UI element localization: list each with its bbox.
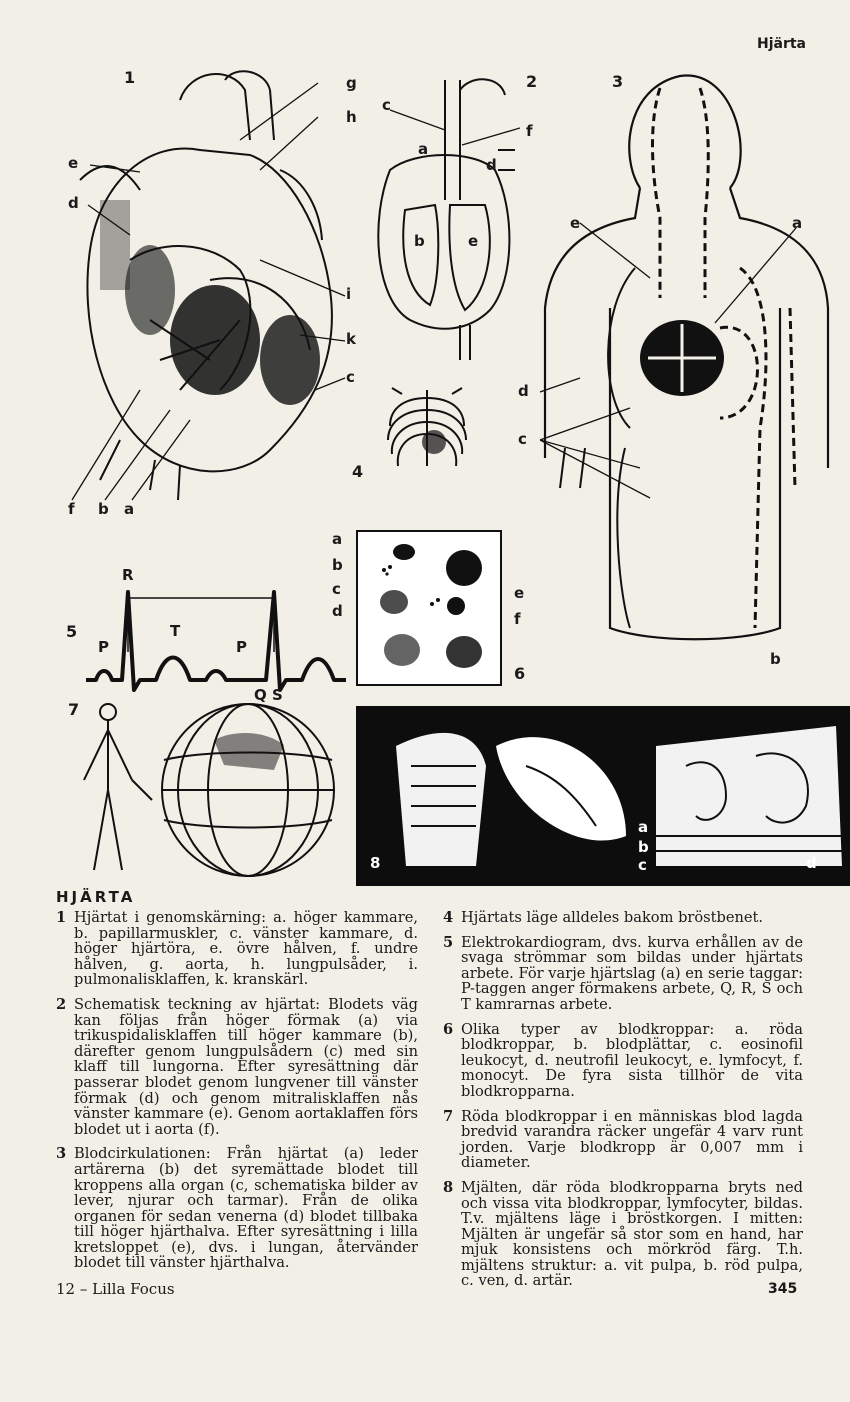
fig6-label-a: a [332, 530, 343, 548]
fig1-label-d: d [68, 194, 79, 212]
caption-entry-3 [56, 1146, 418, 1271]
fig2-label-b: b [414, 232, 425, 250]
caption-entry-8 [443, 1180, 803, 1289]
page-number: 345 [768, 1281, 798, 1297]
fig1-label-i: i [346, 285, 352, 303]
caption-entry-text: Schematisk teckning av hjärtat: Blodets väg kan följas från höger förmak (a) via trikuspidalisklaffen till höger kammare (b), därefter genom lungpulsådern (c) med sin klaff till lungorna. Efter syresättning där passerar blodet genom lungvener till vänster förmak (d) och genom mitralisklaffen nås vänster kammare (e). Genom aortaklaffen förs blodet ut i aorta (f). [74, 995, 418, 1138]
fig8-label-a: a [638, 818, 649, 836]
figure-8-number: 8 [370, 854, 381, 872]
blood-cells-panel [356, 530, 502, 686]
caption-entry-text: Hjärtats läge alldeles bakom bröstbenet. [461, 909, 764, 926]
fig6-label-b: b [332, 556, 343, 574]
caption-entry-number: 5 [443, 933, 454, 951]
caption-entry-4 [443, 910, 803, 926]
caption-entry-number: 4 [443, 909, 454, 926]
caption-entry-number: 1 [56, 909, 67, 926]
fig8-label-c: c [638, 856, 647, 874]
heart-schematic-drawing [370, 70, 520, 370]
fig6-label-e: e [514, 584, 525, 602]
fig2-label-c: c [382, 96, 391, 114]
fig1-label-f: f [68, 500, 75, 518]
figure-7-number: 7 [68, 700, 80, 719]
ecg-trace [86, 580, 346, 700]
person-globe-drawing [64, 700, 344, 880]
fig3-label-a: a [792, 214, 803, 232]
fig2-label-a: a [418, 140, 429, 158]
ecg-label-r: R [122, 566, 134, 584]
fig6-label-d: d [332, 602, 343, 620]
caption-title: HJÄRTA [56, 888, 136, 906]
caption-entry-5 [443, 935, 803, 1013]
fig3-label-b: b [770, 650, 781, 668]
circulation-drawing [540, 68, 840, 648]
fig1-label-b: b [98, 500, 109, 518]
figure-1-number: 1 [124, 68, 136, 87]
fig2-label-d: d [486, 156, 497, 174]
caption-entry-text: Hjärtat i genomskärning: a. höger kammare, b. papillarmuskler, c. vänster kammare, d. höger hjärtöra, e. övre hålven, f. undre hålven, g. aorta, h. lungpulsåder, i. pulmonalisklaffen, k. kranskärl. [74, 909, 418, 989]
caption-entry-7 [443, 1109, 803, 1171]
caption-entry-number: 3 [56, 1145, 67, 1163]
caption-entry-number: 6 [443, 1020, 454, 1038]
fig1-label-e: e [68, 154, 79, 172]
figure-8-spleen-panel [356, 706, 850, 886]
figure-5-number: 5 [66, 622, 78, 641]
fig6-label-c: c [332, 580, 341, 598]
caption-column-right [443, 910, 803, 1298]
caption-entry-2 [56, 997, 418, 1137]
ecg-label-p2: P [236, 638, 247, 656]
running-head: Hjärta [756, 36, 806, 52]
fig1-label-a: a [124, 500, 135, 518]
ribcage-drawing [382, 386, 472, 476]
footer-book-title: 12 – Lilla Focus [56, 1280, 175, 1298]
ecg-label-p1: P [98, 638, 109, 656]
fig2-label-f: f [526, 122, 533, 140]
fig1-label-k: k [346, 330, 356, 348]
caption-entry-text: Blodcirkulationen: Från hjärtat (a) leder artärerna (b) det syremättade blodet till kroppens alla organ (c, schematiska bilder av lever, njurar och tarmar). Från de olika organen för sedan venerna (d) blodet tillbaka till höger hjärthalva. Efter syresättning i lilla kretsloppet (e), dvs. i lungan, återvänder blodet till vänster hjärthalva. [74, 1145, 418, 1272]
ecg-label-t: T [170, 622, 181, 640]
fig3-label-d: d [518, 382, 529, 400]
caption-entry-text: Röda blodkroppar i en människas blod lagda bredvid varandra räcker ungefär 4 varv runt jorden. Varje blodkropp är 0,007 mm i diameter. [461, 1107, 803, 1172]
fig2-label-e: e [468, 232, 479, 250]
caption-entry-number: 8 [443, 1178, 454, 1196]
fig8-label-b: b [638, 838, 649, 856]
caption-entry-text: Elektrokardiogram, dvs. kurva erhållen av de svaga strömmar som bildas under hjärtats arbete. För varje hjärtslag (a) en serie taggar: P-taggen anger förmakens arbete, Q, R, S och T kamrarnas arbete. [461, 933, 803, 1013]
caption-entry-text: Olika typer av blodkroppar: a. röda blodkroppar, b. blodplättar, c. eosinofil leukocyt, d. neutrofil leukocyt, e. lymfocyt, f. monocyt. De fyra sista tillhör de vita blodkropparna. [461, 1020, 803, 1100]
figure-3-number: 3 [612, 72, 624, 91]
caption-column-left [56, 910, 418, 1280]
caption-entry-1 [56, 910, 418, 988]
caption-entry-number: 7 [443, 1107, 454, 1125]
caption-entry-text: Mjälten, där röda blodkropparna bryts ned och vissa vita blodkroppar, lymfocyter, bildas. T.v. mjältens läge i bröstkorgen. I mitten: Mjälten är ungefär så stor som en hand, har mjuk konsistens och mörkröd färg. T.h. mjältens struktur: a. vit pulpa, b. röd pulpa, c. ven, d. artär. [461, 1178, 803, 1290]
figure-4-number: 4 [352, 462, 364, 481]
ecg-label-q: Q [254, 686, 267, 704]
figure-2-number: 2 [526, 72, 538, 91]
fig8-label-d: d [806, 854, 817, 872]
figure-6-number: 6 [514, 664, 526, 683]
caption-entry-6 [443, 1022, 803, 1100]
caption-entry-number: 2 [56, 995, 67, 1013]
fig1-label-h: h [346, 108, 357, 126]
fig1-label-g: g [346, 74, 357, 92]
heart-section-drawing [60, 60, 380, 510]
fig3-label-c: c [518, 430, 527, 448]
spleen-drawings [356, 706, 850, 886]
fig3-label-e: e [570, 214, 581, 232]
fig6-label-f: f [514, 610, 521, 628]
ecg-label-s: S [272, 686, 283, 704]
fig1-label-c: c [346, 368, 355, 386]
